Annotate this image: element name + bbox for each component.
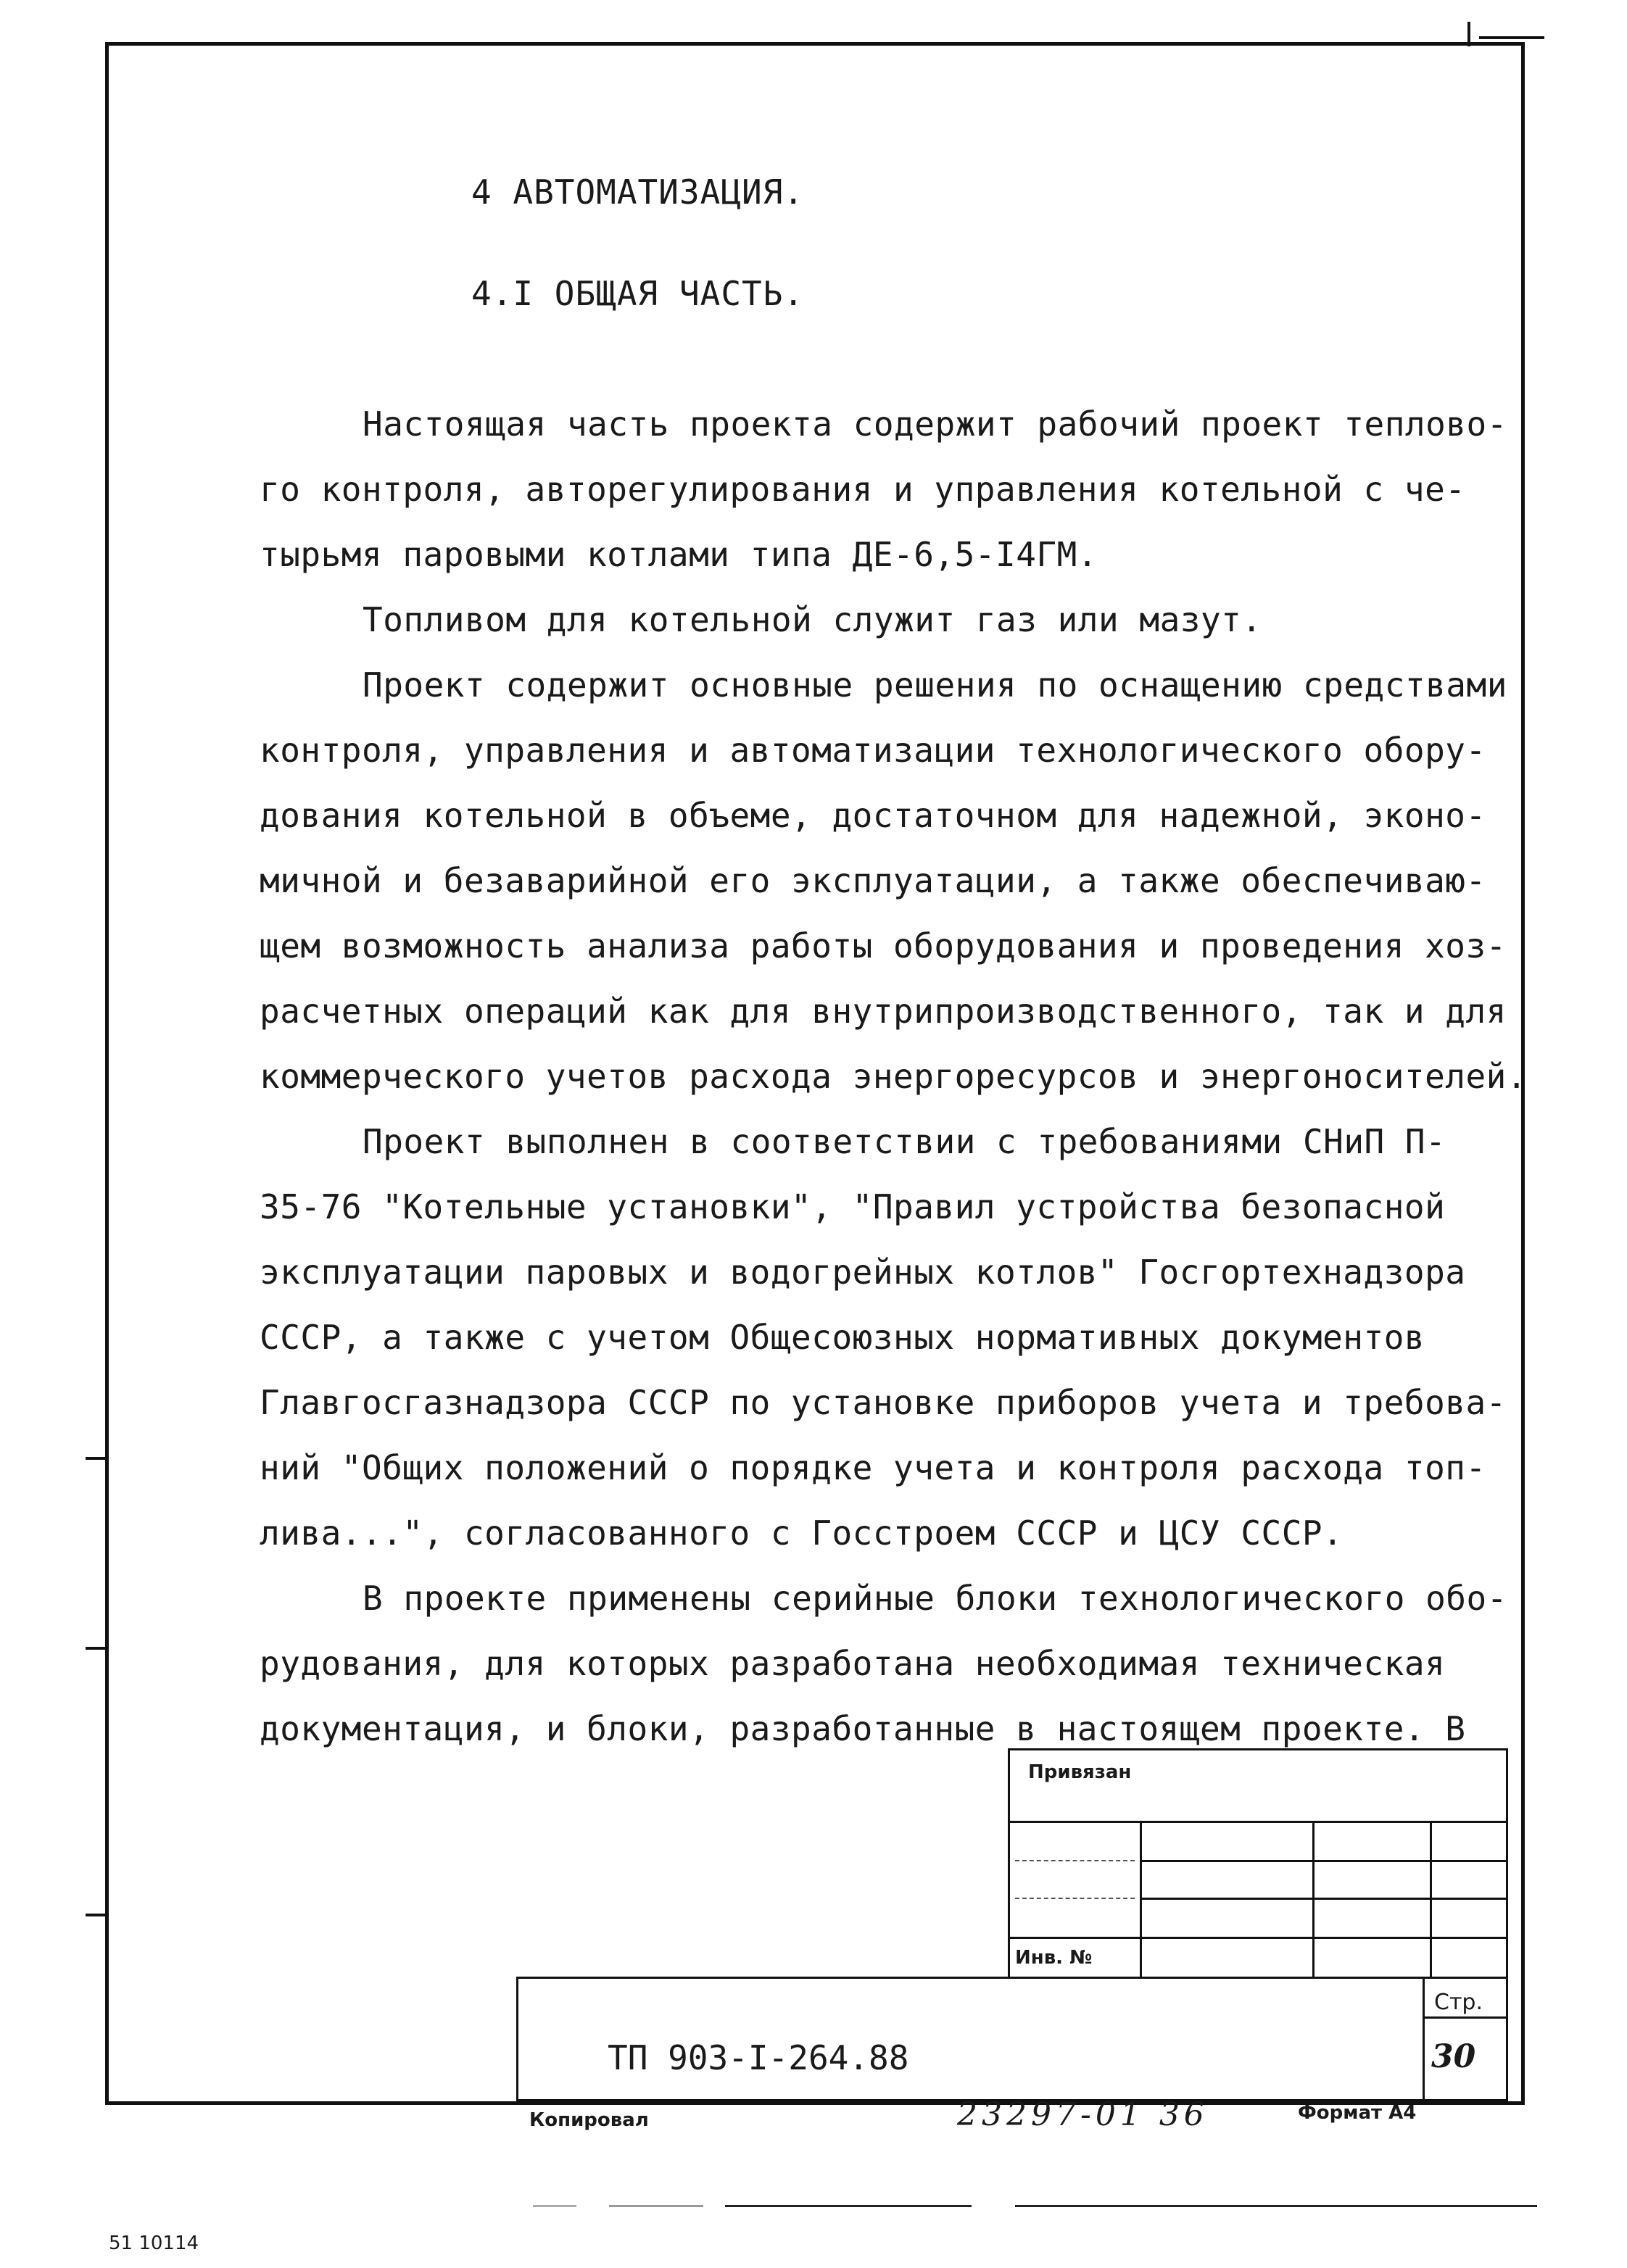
- text-line: дования котельной в объеме, достаточном для надежной, эконо-: [260, 796, 1486, 835]
- stamp-line: [1312, 1821, 1315, 1979]
- text-line: Настоящая часть проекта содержит рабочий проект теплово-: [363, 404, 1507, 444]
- text-line: документация, и блоки, разработанные в настоящем проекте. В: [260, 1709, 1466, 1748]
- text-line: рудования, для которых разработана необходимая техническая: [260, 1644, 1446, 1683]
- page-number: 30: [1431, 2038, 1476, 2075]
- text-line: эксплуатации паровых и водогрейных котлов" Госгортехнадзора: [260, 1253, 1466, 1292]
- text-line: коммерческого учетов расхода энергоресурсов и энергоносителей.: [260, 1057, 1528, 1096]
- title-block-line: [1423, 1977, 1425, 2101]
- scan-artifact: [533, 2205, 576, 2207]
- text-line: мичной и безаварийной его эксплуатации, а также обеспечиваю-: [260, 861, 1486, 900]
- subsection-title: 4.I ОБЩАЯ ЧАСТЬ.: [471, 274, 805, 313]
- inv-number-label: Инв. №: [1015, 1947, 1093, 1969]
- text-line: Проект выполнен в соответствии с требованиями СНиП П-: [363, 1122, 1446, 1161]
- text-line: щем возможность анализа работы оборудования и проведения хоз-: [260, 926, 1507, 965]
- text-line: Топливом для котельной служит газ или мазут.: [363, 600, 1262, 639]
- title-block-line: [1423, 2016, 1508, 2019]
- archive-code: 51 10114: [109, 2232, 199, 2254]
- stamp-dash: [1015, 1898, 1135, 1899]
- stamp-line: [1140, 1898, 1508, 1900]
- text-line: В проекте применены серийные блоки технологического обо-: [363, 1579, 1507, 1618]
- stamp-line: [1140, 1821, 1142, 1979]
- page-label: Стр.: [1434, 1990, 1483, 2015]
- text-line: Главгосгазнадзора СССР по установке приборов учета и требова-: [260, 1383, 1507, 1422]
- privyazan-label: Привязан: [1028, 1761, 1132, 1783]
- frame-top-extension: [1479, 36, 1544, 39]
- scan-artifact: [725, 2205, 972, 2207]
- stamp-line: [1430, 1821, 1432, 1979]
- text-line: го контроля, авторегулирования и управления котельной с че-: [260, 470, 1466, 509]
- text-line: тырьмя паровыми котлами типа ДЕ-6,5-I4ГМ.: [260, 535, 1098, 574]
- stamp-line: [1008, 1937, 1508, 1939]
- stamp-line: [1140, 1860, 1508, 1862]
- text-line: Проект содержит основные решения по оснащению средствами: [363, 665, 1507, 705]
- text-line: контроля, управления и автоматизации технологического обору-: [260, 731, 1486, 770]
- frame-corner-mark: [1467, 22, 1470, 46]
- text-line: 35-76 "Котельные установки", "Правил устройства безопасной: [260, 1187, 1446, 1226]
- kopiroval-label: Копировал: [529, 2109, 649, 2131]
- scan-artifact: [609, 2205, 703, 2207]
- text-line: лива...", согласованного с Госстроем СССР и ЦСУ СССР.: [260, 1513, 1344, 1553]
- text-line: ний "Общих положений о порядке учета и контроля расхода топ-: [260, 1448, 1486, 1487]
- document-code: ТП 903-I-264.88: [608, 2038, 909, 2077]
- binding-tick: [86, 1457, 109, 1460]
- text-line: СССР, а также с учетом Общесоюзных нормативных документов: [260, 1318, 1425, 1357]
- scan-artifact: [1015, 2205, 1537, 2207]
- stamp-line: [1008, 1821, 1508, 1823]
- section-title: 4 АВТОМАТИЗАЦИЯ.: [471, 173, 805, 212]
- binding-tick: [86, 1647, 109, 1650]
- order-number: 23297-01 36: [957, 2096, 1209, 2133]
- stamp-dash: [1015, 1860, 1135, 1861]
- binding-tick: [86, 1914, 109, 1916]
- text-line: расчетных операций как для внутрипроизводственного, так и для: [260, 992, 1507, 1031]
- format-label: Формат А4: [1298, 2102, 1417, 2124]
